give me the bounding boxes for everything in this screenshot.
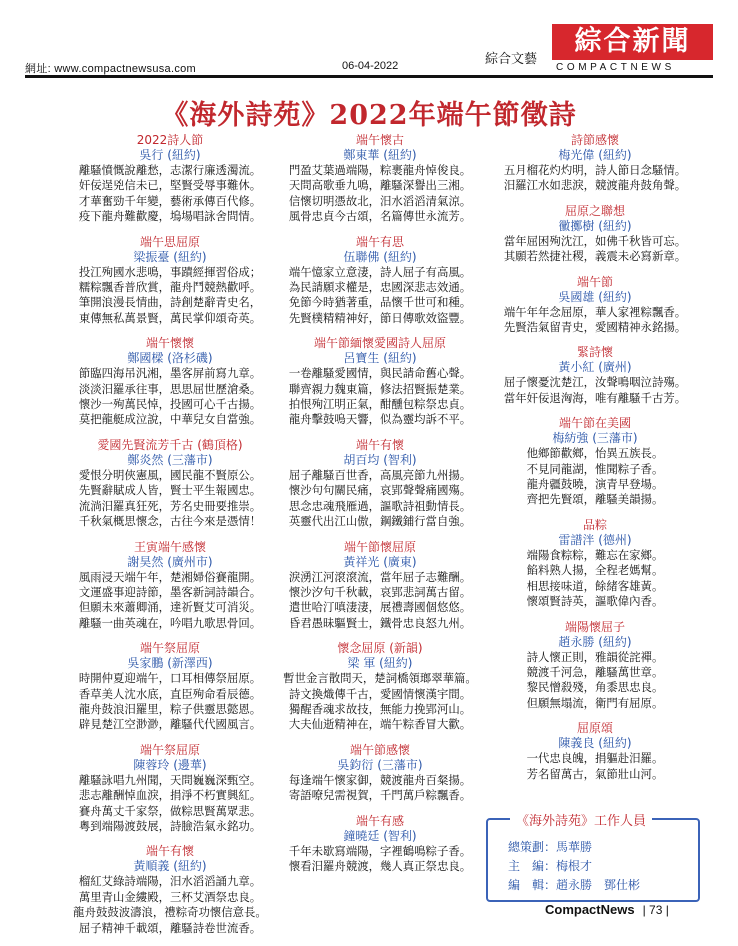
poem-line: 相思接味道，餘緒客雄黃。: [526, 578, 664, 593]
poem-line: 千秋氣概思懷念，古往今來是憑情！: [78, 514, 262, 529]
footer-brand: CompactNews: [545, 902, 635, 917]
poem-title: 緊詩懷: [576, 345, 613, 360]
poem-line: 千年未歇寫端陽，字裡鶴鳴粽子香。: [288, 843, 472, 858]
poem-title: 端午節: [576, 274, 613, 289]
poem-author: 吳家鵬 (新澤西): [127, 656, 213, 671]
poem-title: 屈原頌: [576, 721, 613, 736]
page-header: [0, 0, 738, 75]
poem-line: 聯齊親力魏東篇，修法招賢振楚業。: [288, 381, 472, 396]
newspaper-logo-subtitle: COMPACTNEWS: [556, 62, 675, 73]
staff-separator: ：: [544, 859, 557, 873]
poem-title: 2022詩人節: [136, 133, 204, 147]
poem-line: 流淌汨羅真狂死，芳名史冊要推崇。: [78, 498, 262, 513]
poem-line: 為民請願求權是，忠國深悲志效通。: [288, 280, 472, 295]
poem-column-middle: [265, 133, 495, 884]
poem-line: 榴紅艾綠詩端陽，汨水滔滔誦九章。: [78, 874, 262, 889]
staff-list: [508, 838, 640, 895]
poem-line: 淚湧江河滾滾流，當年屈子志難酬。: [288, 569, 472, 584]
poem-title: 端午有感: [355, 813, 404, 828]
poem-title: 端午節緬懷愛國詩人屈原: [313, 336, 446, 351]
poem-line: 信懷切明憑故北，汨水滔滔清氣涼。: [288, 193, 472, 208]
poem-author: 黴擲樹 (紐約): [558, 218, 632, 233]
poem-author: 黃祥光 (廣東): [343, 554, 417, 569]
poem: [480, 416, 710, 508]
poem-line: 他鄉節歡鄉，怡異五族長。: [526, 446, 664, 461]
poem-line: 詩人懷正則，雅韻從詫禪。: [526, 649, 664, 664]
poem-line: 大夫仙逝精神在，端午粽香冒大歡。: [288, 717, 472, 732]
poem: [480, 133, 710, 194]
poem-line: 競渡千河急，離騷萬世章。: [526, 664, 664, 679]
poem-line: 奸佞逞兇信未已，堅賢受辱事難休。: [78, 178, 262, 193]
page-footer: [545, 902, 669, 917]
poem-title: 王寅端午感懷: [133, 539, 206, 554]
poem: [55, 336, 285, 428]
poem-title: 端午節懷屈原: [343, 539, 416, 554]
poem-title: 愛國先賢流芳千古 (鶴頂格): [97, 437, 243, 452]
poem-line: 懷沙句句關民痛，哀郢聲聲痛國殤。: [288, 483, 472, 498]
poem-line: 先賢浩氣留青史，愛國精神永銘揚。: [503, 320, 687, 335]
poem-author: 吳鈞衍 (三藩市): [337, 757, 423, 772]
poem-line: 辟見楚江空渺渺，離騷代代國風言。: [78, 717, 262, 732]
poem-author: 鄭國樑 (洛杉磯): [127, 351, 213, 366]
poem-author: 吳行 (紐約): [139, 148, 201, 162]
poem-author: 梅紡強 (三藩市): [552, 431, 638, 446]
poem-line: 賽舟萬丈千家祭，做粽思賢萬眾悲。: [78, 803, 262, 818]
staff-row: [508, 838, 640, 857]
staff-box: [486, 814, 700, 902]
poem-title: 端陽懷屈子: [564, 619, 625, 634]
poem-line: 齊把先賢頌，離騷美韻揚。: [526, 492, 664, 507]
poem-line: 懷沙一殉萬民悼，投國可心千古揚。: [78, 397, 262, 412]
poem: [480, 204, 710, 265]
poem-line: 離騷憤慨說離愁，志潔行廉透濁流。: [78, 163, 262, 177]
poem-title: 端午有懷: [145, 844, 194, 859]
poem-column-left: [55, 133, 285, 946]
poem-line: 寄語嘹兒需視賀，千門萬戶粽飄香。: [288, 788, 472, 803]
poem-line: 先賢樸精精神好，節日傳歌效盜豐。: [288, 310, 472, 325]
newspaper-logo: 綜合新聞: [552, 24, 713, 60]
poem-line: 龍舟擊鼓嗚天響，似為靈均訴不平。: [288, 412, 472, 427]
poem: [55, 540, 285, 632]
poem: [265, 438, 495, 530]
poem-line: 時開仲夏迎端午，口耳相傳祭屈原。: [78, 671, 262, 686]
poem-line: 詩文換熾傳千古，愛國情懷漢宇間。: [288, 686, 472, 701]
poem-line: 五月榴花灼灼明，詩人節日念騷情。: [503, 163, 687, 177]
poem-line: 昏君愚昧驅賢士，鐵骨忠良怒九州。: [288, 615, 472, 630]
poem-line: 愛恨分明俠憲風，國民龍不賢原公。: [78, 467, 262, 482]
poem: [265, 133, 495, 225]
poem-line: 一卷離騷愛國情，與民請命舊心聲。: [288, 366, 472, 381]
poem-line: 英靈代出江山傲，鋼鐵鋪行當自強。: [288, 514, 472, 529]
poem-line: 其願若然捷社稷，義震未必寫新章。: [503, 249, 687, 264]
poem-line: 疫下龍舟難歡慶，塢場唱詠舍問情。: [78, 209, 262, 224]
poem-line: 不見同龍湖，惟聞粽子香。: [526, 461, 664, 476]
poem-line: 端午年年念屈原，華人家裡粽飄香。: [503, 304, 687, 319]
staff-separator: ：: [544, 840, 557, 854]
poem-line: 投江殉國水悲鳴，事蹟經揮習俗成；: [78, 264, 262, 279]
poem-line: 端陽食粽粽，難忘在家鄉。: [526, 547, 664, 562]
poem-line: 暫世金言散問天，楚詞橋領瑯翠華篇。: [283, 671, 477, 686]
poem-line: 一代忠良魄，捐軀赴汨羅。: [526, 751, 664, 766]
poem: [55, 133, 285, 225]
poem-title: 端午節感懷: [349, 742, 410, 757]
poem: [55, 641, 285, 733]
poem-line: 龍舟鼓浪汨羅里，粽子供靈思懿恩。: [78, 701, 262, 716]
poem-line: 糯粽飄香普欣賞，龍舟鬥競熱歡呼。: [78, 280, 262, 295]
poem-line: 風雨浸天端午年，楚湘婦俗賽龍開。: [78, 569, 262, 584]
poem-author: 陳義良 (紐約): [558, 736, 632, 751]
poem-line: 東傳無私萬景賢，萬民掌仰頌奇英。: [78, 310, 262, 325]
staff-role: 編 輯: [508, 878, 545, 892]
poem-line: 節臨四海吊汎湘，墨客屏前寫九章。: [78, 366, 262, 381]
poem-line: 懷看汨羅舟競渡，幾人真正祭忠良。: [288, 858, 472, 873]
staff-name: 梅根才: [556, 859, 593, 873]
poem-line: 門盈艾葉過端陽，粽裹龍舟悼俊良。: [288, 163, 472, 177]
poem: [480, 620, 710, 712]
poem-line: 萬里青山金縷殿，三杯艾酒祭忠良。: [78, 889, 262, 904]
staff-box-title: 《海外詩苑》工作人員: [510, 810, 652, 829]
poem-line: 龍舟疆鼓曉，演青早登場。: [526, 477, 664, 492]
poem-title: 端午祭屈原: [139, 641, 200, 656]
poem: [480, 518, 710, 610]
poem-author: 胡百均 (智利): [343, 452, 417, 467]
poem-line: 芳名留萬古，氣節壯山河。: [526, 766, 664, 781]
poem-line: 當年屈困殉沈江，如佛千秋皆可忘。: [503, 233, 687, 248]
poem-title: 端午有思: [355, 234, 404, 249]
poem: [55, 235, 285, 327]
staff-row: [508, 857, 640, 876]
poem-author: 鄭炎然 (三藩市): [127, 452, 213, 467]
poem-line: 端午憶家立意淒，詩人屈子有高風。: [288, 264, 472, 279]
poem-line: 悲志離酬悼血淚，捐淨不朽實興紅。: [78, 788, 262, 803]
poem: [265, 336, 495, 428]
poem: [265, 814, 495, 875]
poem-line: 離騷詠唱九州聞，天問巍巍深甄空。: [78, 772, 262, 787]
poem-author: 黃順義 (紐約): [133, 859, 207, 874]
poem-title: 端午有懷: [355, 437, 404, 452]
poem-line: 思念忠魂飛雁過，謳歌詩祖動情長。: [288, 498, 472, 513]
poem-author: 梁振臺 (紐約): [133, 249, 207, 264]
poem-line: 屈子離騷百世香，高風亮節九州揚。: [288, 467, 472, 482]
poem: [480, 721, 710, 782]
poem-author: 趙永勝 (紐約): [558, 634, 632, 649]
poem-title: 詩節感懷: [570, 133, 619, 147]
poem: [55, 438, 285, 530]
poem-author: 梅光偉 (紐約): [558, 148, 632, 162]
poem-line: 免節今時猶著重，品懷千世可和種。: [288, 295, 472, 310]
poem: [265, 235, 495, 327]
poem-title: 端午祭屈原: [139, 742, 200, 757]
poem-author: 伍聯佛 (紐約): [343, 249, 417, 264]
poem-line: 遣世哈汀嗔淒淒，展禮壽國個悠悠。: [288, 600, 472, 615]
poem-title: 端午節在美國: [558, 416, 631, 431]
poem-title: 端午懷古: [355, 133, 404, 147]
poem-title: 屈原之聯想: [564, 203, 625, 218]
poem-line: 但願無塌流，衛門有屈原。: [526, 695, 664, 710]
poem-line: 獨醒香魂求故技，無能力挽郢河山。: [288, 701, 472, 716]
poem-line: 餡料熟人揚，全程老媽幫。: [526, 563, 664, 578]
poem-line: 但願未來蕭卿涌，達祈賢艾可消災。: [78, 600, 262, 615]
poem-line: 香草美人沈水底，直臣殉命看辰德。: [78, 686, 262, 701]
page-title: 《海外詩苑》2022年端午節徵詩: [161, 100, 577, 131]
poem: [265, 540, 495, 632]
staff-name: 馬華勝: [556, 840, 593, 854]
poem-line: 龍舟鼓鼓波濤浪，禮粽奇功懷信意長。: [73, 905, 267, 920]
poem: [55, 844, 285, 936]
poem-author: 雷譜泮 (德州): [558, 532, 632, 547]
poem-title: 端午思屈原: [139, 234, 200, 249]
staff-role: 總策劃: [508, 840, 545, 854]
poem-author: 鐘曉廷 (智利): [343, 828, 417, 843]
poem-line: 離騷一曲英魂在，吟唱九歌思骨回。: [78, 615, 262, 630]
section-name: 綜合文藝: [485, 52, 538, 67]
poem: [480, 345, 710, 406]
staff-separator: ：: [544, 878, 557, 892]
poem: [265, 641, 495, 733]
website-url[interactable]: 網址: www.compactnewsusa.com: [25, 63, 197, 75]
staff-role: 主 編: [508, 859, 545, 873]
poem: [480, 275, 710, 336]
poem-line: 汨羅江水如悲淚，競渡龍舟鼓角聲。: [503, 178, 687, 193]
poem-line: 懷沙汐句千秋載，哀郢悲詞萬古留。: [288, 584, 472, 599]
staff-row: [508, 876, 640, 895]
poem-line: 天問高歌垂九鳴，離騷深譽出三湘。: [288, 178, 472, 193]
poem-author: 黃小紅 (廣州): [558, 360, 632, 375]
poem-title: 懷念屈原 (新韻): [337, 641, 423, 656]
poem-author: 梁 軍 (紐約): [347, 656, 413, 671]
poem-author: 鄭東華 (紐約): [343, 148, 417, 162]
poem-line: 文運盛事迎詩節，墨客新詞詩韻合。: [78, 584, 262, 599]
poem-line: 黎民憎殺殘，角黍思忠良。: [526, 680, 664, 695]
poem-line: 風骨忠貞今古頌，名篇傳世永流芳。: [288, 209, 472, 224]
poem-column-right: [480, 133, 710, 792]
poem-line: 當年奸佞退洶海，唯有離騷千古芳。: [503, 390, 687, 405]
poem-line: 淡淡汨羅承往事，思思屈世歷滄桑。: [78, 381, 262, 396]
poem-line: 筆開浪漫長情曲，詩創楚辭青史名，: [78, 295, 262, 310]
issue-date: 06-04-2022: [342, 60, 399, 72]
poem-line: 粵到端陽渡鼓展，詩臉浩氣永銘功。: [78, 818, 262, 833]
poem-author: 吳國雄 (紐約): [558, 289, 632, 304]
poem-line: 拍恨殉江明正氣，酣醺包粽祭忠貞。: [288, 397, 472, 412]
poem-line: 莫把龍艇成泣說，中華兒女自當強。: [78, 412, 262, 427]
header-divider: [25, 75, 713, 78]
poem: [265, 743, 495, 804]
poem-author: 謝昊然 (廣州市): [127, 554, 213, 569]
poem-author: 呂寶生 (紐約): [343, 351, 417, 366]
poem-title: 品粽: [582, 517, 607, 532]
poem-line: 先賢辭賦成人皆，賢士平生報國忠。: [78, 483, 262, 498]
poem-line: 屈子精神千載頌，離騷詩卷世流香。: [78, 920, 262, 935]
poem-line: 屈子懷憂沈楚江，汝聲鳴咽泣詩殤。: [503, 375, 687, 390]
poem-author: 陳蓉玲 (邊華): [133, 757, 207, 772]
page-number: | 73 |: [642, 903, 669, 917]
poem-line: 才華奮勁千年變，藝術承傳百代修。: [78, 193, 262, 208]
poem-line: 每逢端午懷家御，競渡龍舟百粲揚。: [288, 772, 472, 787]
staff-name: 趙永勝 鄧仕彬: [556, 878, 641, 892]
poem: [55, 743, 285, 835]
poem-line: 懷頌賢詩英，謳歌偉內香。: [526, 594, 664, 609]
poem-title: 端午懷懷: [145, 336, 194, 351]
